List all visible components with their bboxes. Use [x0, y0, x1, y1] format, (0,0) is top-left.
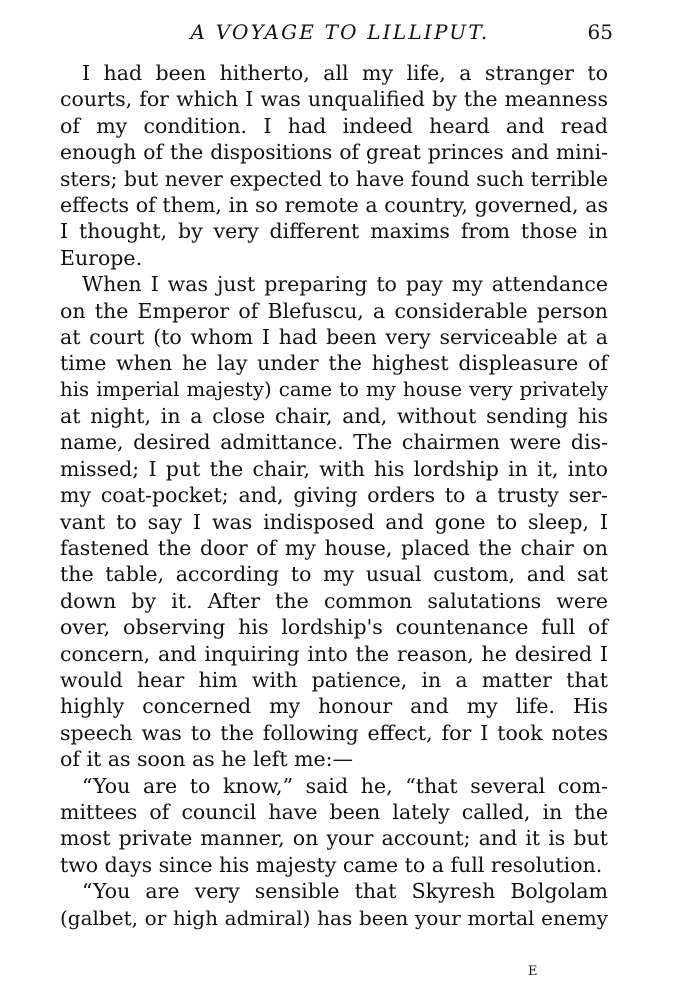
text-line: of it as soon as he left me:— — [60, 747, 354, 772]
text-line: of my condition. I had indeed heard and read — [60, 113, 608, 138]
text-line: vant to say I was indisposed and gone to sleep, I — [60, 509, 608, 534]
text-line: “You are very sensible that Skyresh Bolgolam — [82, 879, 608, 904]
text-line: concern, and inquiring into the reason, he desired I — [60, 641, 608, 666]
text-line: name, desired admittance. The chairmen were dis- — [60, 430, 608, 455]
text-line: would hear him with patience, in a matter that — [60, 667, 608, 692]
text-line: sters; but never expected to have found such terrible — [60, 166, 608, 191]
text-line: the table, according to my usual custom, and sat — [60, 562, 608, 587]
text-line: time when he lay under the highest displeasure of — [60, 351, 608, 376]
text-line: over, observing his lordship's countenance full of — [60, 615, 608, 640]
text-line: Europe. — [60, 245, 143, 270]
text-line: at night, in a close chair, and, without sending his — [60, 404, 608, 429]
text-line: I thought, by very different maxims from those in — [60, 219, 608, 244]
text-line: at court (to whom I had been very serviceable at a — [60, 324, 608, 349]
text-line: speech was to the following effect, for I took notes — [60, 720, 608, 745]
text-line: I had been hitherto, all my life, a stranger to — [82, 61, 608, 85]
running-head — [0, 18, 673, 48]
text-line: highly concerned my honour and my life. His — [60, 694, 608, 719]
text-line: on the Emperor of Blefuscu, a considerable person — [60, 298, 608, 323]
text-line: most private manner, on your account; and it is but — [60, 826, 608, 851]
text-line: mittees of council have been lately called, in the — [60, 799, 608, 824]
body-text — [60, 60, 608, 931]
text-line: my coat-pocket; and, giving orders to a trusty ser- — [60, 483, 608, 508]
text-line: When I was just preparing to pay my attendance — [82, 272, 608, 297]
text-line: fastened the door of my house, placed the chair on — [60, 536, 608, 561]
text-line: his imperial majesty) came to my house very privately — [60, 377, 608, 401]
text-line: enough of the dispositions of great princes and mini- — [60, 140, 608, 165]
text-line: two days since his majesty came to a full resolution. — [60, 852, 603, 877]
signature-mark: E — [528, 964, 539, 979]
text-line: courts, for which I was unqualified by the meanness — [60, 87, 608, 112]
text-line: effects of them, in so remote a country, governed, as — [60, 192, 608, 217]
running-title: A VOYAGE TO LILLIPUT. — [190, 20, 490, 44]
text-line: (galbet, or high admiral) has been your mortal enemy — [60, 905, 608, 930]
text-line: missed; I put the chair, with his lordship in it, into — [60, 456, 608, 481]
page-number: 65 — [587, 20, 613, 44]
text-line: “You are to know,” said he, “that several com- — [82, 773, 608, 798]
text-line: down by it. After the common salutations were — [60, 588, 608, 613]
